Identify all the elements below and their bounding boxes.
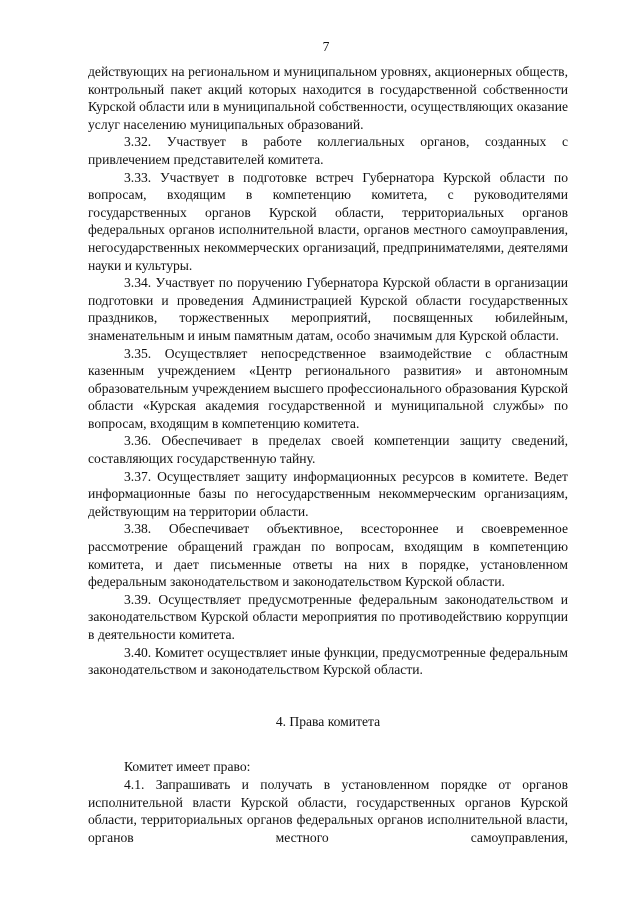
- paragraph-3-38: 3.38. Обеспечивает объективное, всестороннее и своевременное рассмотрение обращений граждан по вопросам, входящим в компетенцию комитета, и дает письменные ответы на них в порядке, установленном федеральным законодательством и законодательством Курской области.: [88, 521, 568, 590]
- paragraph-3-34: 3.34. Участвует по поручению Губернатора Курской области в организации подготовки и проведения Администрацией Курской области государственных праздников, торжественных мероприятий, посвященных юбилейным, знаменательным и иным памятным датам, особо значимым для Курской области.: [88, 275, 568, 343]
- paragraph-3-40: 3.40. Комитет осуществляет иные функции, предусмотренные федеральным законодательством и законодательством Курской области.: [88, 644, 568, 678]
- section-heading: 4. Права комитета: [275, 713, 381, 729]
- page-number: 7: [322, 39, 330, 54]
- paragraph-3-39: 3.39. Осуществляет предусмотренные федеральным законодательством и законодательством Курской области мероприятия по противодействию коррупции в деятельности комитета.: [88, 591, 568, 642]
- paragraph-continuation: действующих на региональном и муниципальном уровнях, акционерных обществ, контрольный пакет акций которых находится в государственной собственности Курской области или в муниципальной собственности, осуществляющих оказание услуг населению муниципальных образований.: [88, 64, 568, 132]
- paragraph-3-35: 3.35. Осуществляет непосредственное взаимодействие с областным казенным учреждением «Центр регионального развития» и автономным образовательным учреждением высшего профессионального образования Курской области «Курская академия государственной и муниципальной службы» по вопросам, входящим в компетенцию комитета.: [88, 345, 568, 431]
- section-intro: Комитет имеет право:: [124, 759, 251, 775]
- paragraph-4-1: 4.1. Запрашивать и получать в установленном порядке от органов исполнительной власти Курской области, государственных органов Курской области, территориальных органов федеральных органов исполнительной власти, органов местного самоуправления,: [88, 776, 568, 845]
- document-body: [88, 63, 568, 846]
- paragraph-3-36: 3.36. Обеспечивает в пределах своей компетенции защиту сведений, составляющих государственную тайну.: [88, 433, 568, 467]
- paragraph-3-37: 3.37. Осуществляет защиту информационных ресурсов в комитете. Ведет информационные базы по негосударственным некоммерческим организациям, действующим на территории области.: [88, 468, 568, 519]
- paragraph-3-32: 3.32. Участвует в работе коллегиальных органов, созданных с привлечением представителей комитета.: [88, 134, 568, 167]
- paragraph-3-33: 3.33. Участвует в подготовке встреч Губернатора Курской области по вопросам, входящим в компетенцию комитета, с руководителями государственных органов Курской области, территориальных органов федеральных органов исполнительной власти, органов местного самоуправления, негосударственных некоммерческих организаций, предпринимателями, деятелями науки и культуры.: [88, 169, 568, 273]
